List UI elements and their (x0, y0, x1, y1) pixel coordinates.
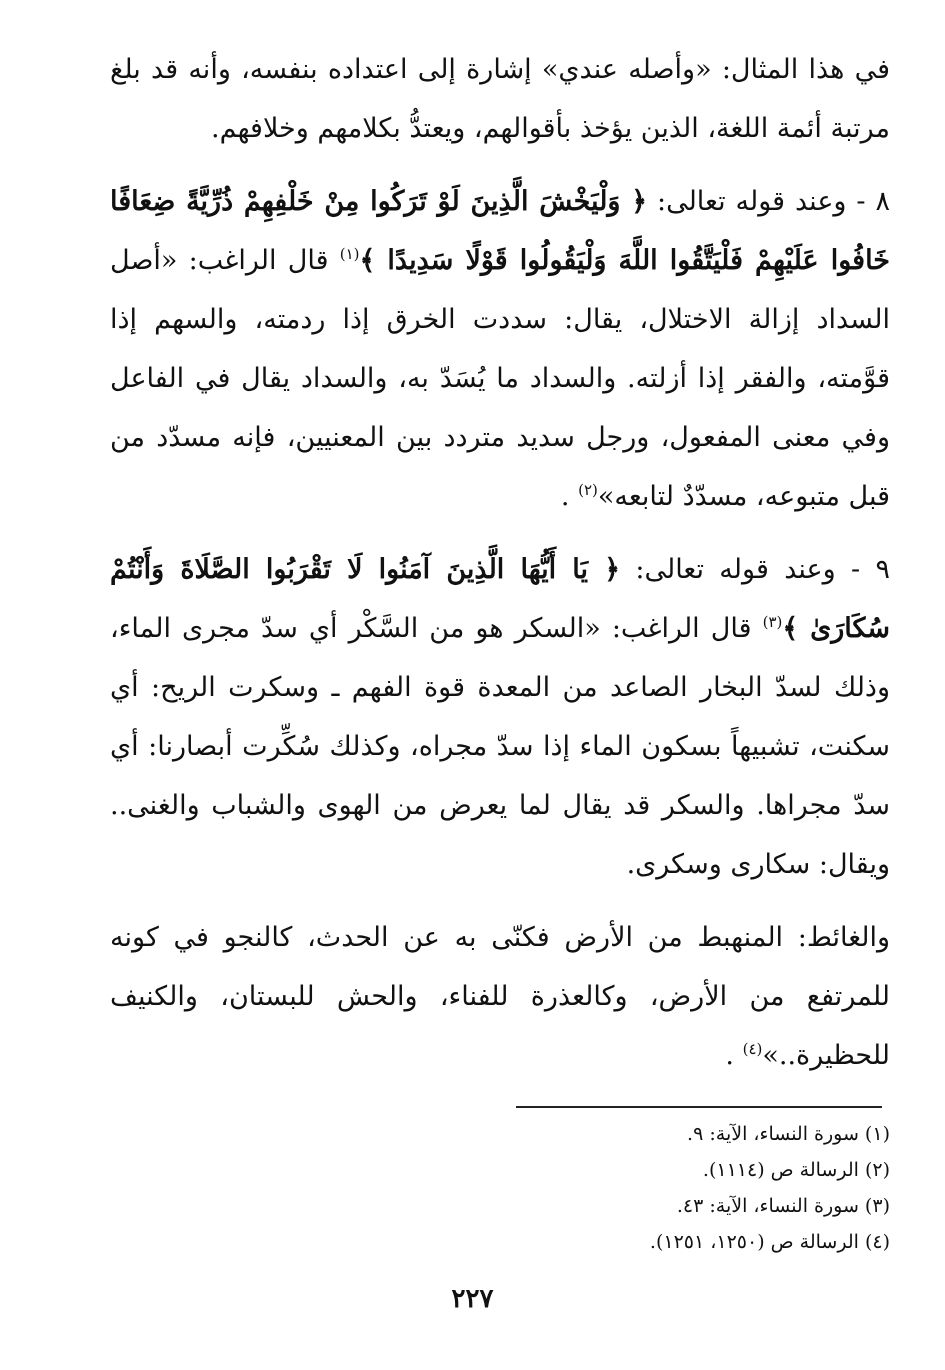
footnote-divider (516, 1106, 882, 1108)
quran-verse: ﴿ وَلْيَخْشَ الَّذِينَ لَوْ تَرَكُوا مِنْ خَلْفِهِمْ ذُرِّيَّةً ضِعَافًا خَافُوا عَلَيْهِمْ فَلْيَتَّقُوا اللَّهَ وَلْيَقُولُوا قَوْلًا سَدِيدًا ﴾ (110, 186, 890, 276)
footnote-ref: (٤) (742, 1040, 763, 1058)
footnote-ref: (١) (339, 245, 360, 263)
paragraph-ghaa-it (110, 908, 890, 1085)
footnote-1: (١) سورة النساء، الآية: ٩. (687, 1123, 890, 1145)
commentary-text: قال الراغب: «أصل السداد إزالة الاختلال، يقال: سددت الخرق إذا ردمته، والسهم إذا قوَّمته، والفقر إذا أزلته. والسداد ما يُسَدّ به، والسداد يقال في الفاعل وفي معنى المفعول، ورجل سديد متردد بين المعنيين، فإنه مسدّد من قبل متبوعه، مسدّدٌ لتابعه» (110, 245, 890, 512)
main-text (110, 40, 890, 1099)
paragraph-text: والغائط: المنهبط من الأرض فكنّى به عن الحدث، كالنجو في كونه للمرتفع من الأرض، وكالعذرة للفناء، والحش للبستان، والكنيف للحظيرة..» (110, 922, 890, 1071)
footnote-2: (٢) الرسالة ص (١١١٤). (702, 1159, 890, 1181)
paragraph-text: في هذا المثال: «وأصله عندي» إشارة إلى اعتداده بنفسه، وأنه قد بلغ مرتبة أئمة اللغة، الذين يؤخذ بأقوالهم، ويعتدُّ بكلامهم وخلافهم. (110, 54, 890, 144)
sentence-end: . (725, 1040, 734, 1071)
page-number: ٢٢٧ (451, 1284, 494, 1314)
paragraph-item-9 (110, 540, 890, 894)
sentence-end: . (560, 481, 570, 512)
quran-verse: ﴿ يَا أَيُّهَا الَّذِينَ آمَنُوا لَا تَقْرَبُوا الصَّلَاةَ وَأَنْتُمْ سُكَارَىٰ ﴾ (110, 554, 890, 644)
paragraph-item-8 (110, 172, 890, 526)
footnote-ref: (٢) (578, 481, 598, 499)
footnote-3: (٣) سورة النساء، الآية: ٤٣. (676, 1195, 890, 1217)
footnote-4: (٤) الرسالة ص (١٢٥٠، ١٢٥١). (649, 1231, 890, 1253)
item-lead: ٨ - وعند قوله تعالى: (656, 186, 890, 217)
item-lead: ٩ - وعند قوله تعالى: (635, 554, 890, 585)
commentary-text: قال الراغب: «السكر هو من السَّكْر أي سدّ مجرى الماء، وذلك لسدّ البخار الصاعد من المعدة قوة الفهم ـ وسكرت الريح: أي سكنت، تشبيهاً بسكون الماء إذا سدّ مجراه، وكذلك سُكِّرت أبصارنا: أي سدّ مجراها. والسكر قد يقال لما يعرض من الهوى والشباب والغنى.. ويقال: سكارى وسكرى. (110, 613, 890, 880)
paragraph-intro (110, 40, 890, 158)
footnotes (110, 1116, 890, 1260)
footnote-ref: (٣) (762, 613, 783, 631)
